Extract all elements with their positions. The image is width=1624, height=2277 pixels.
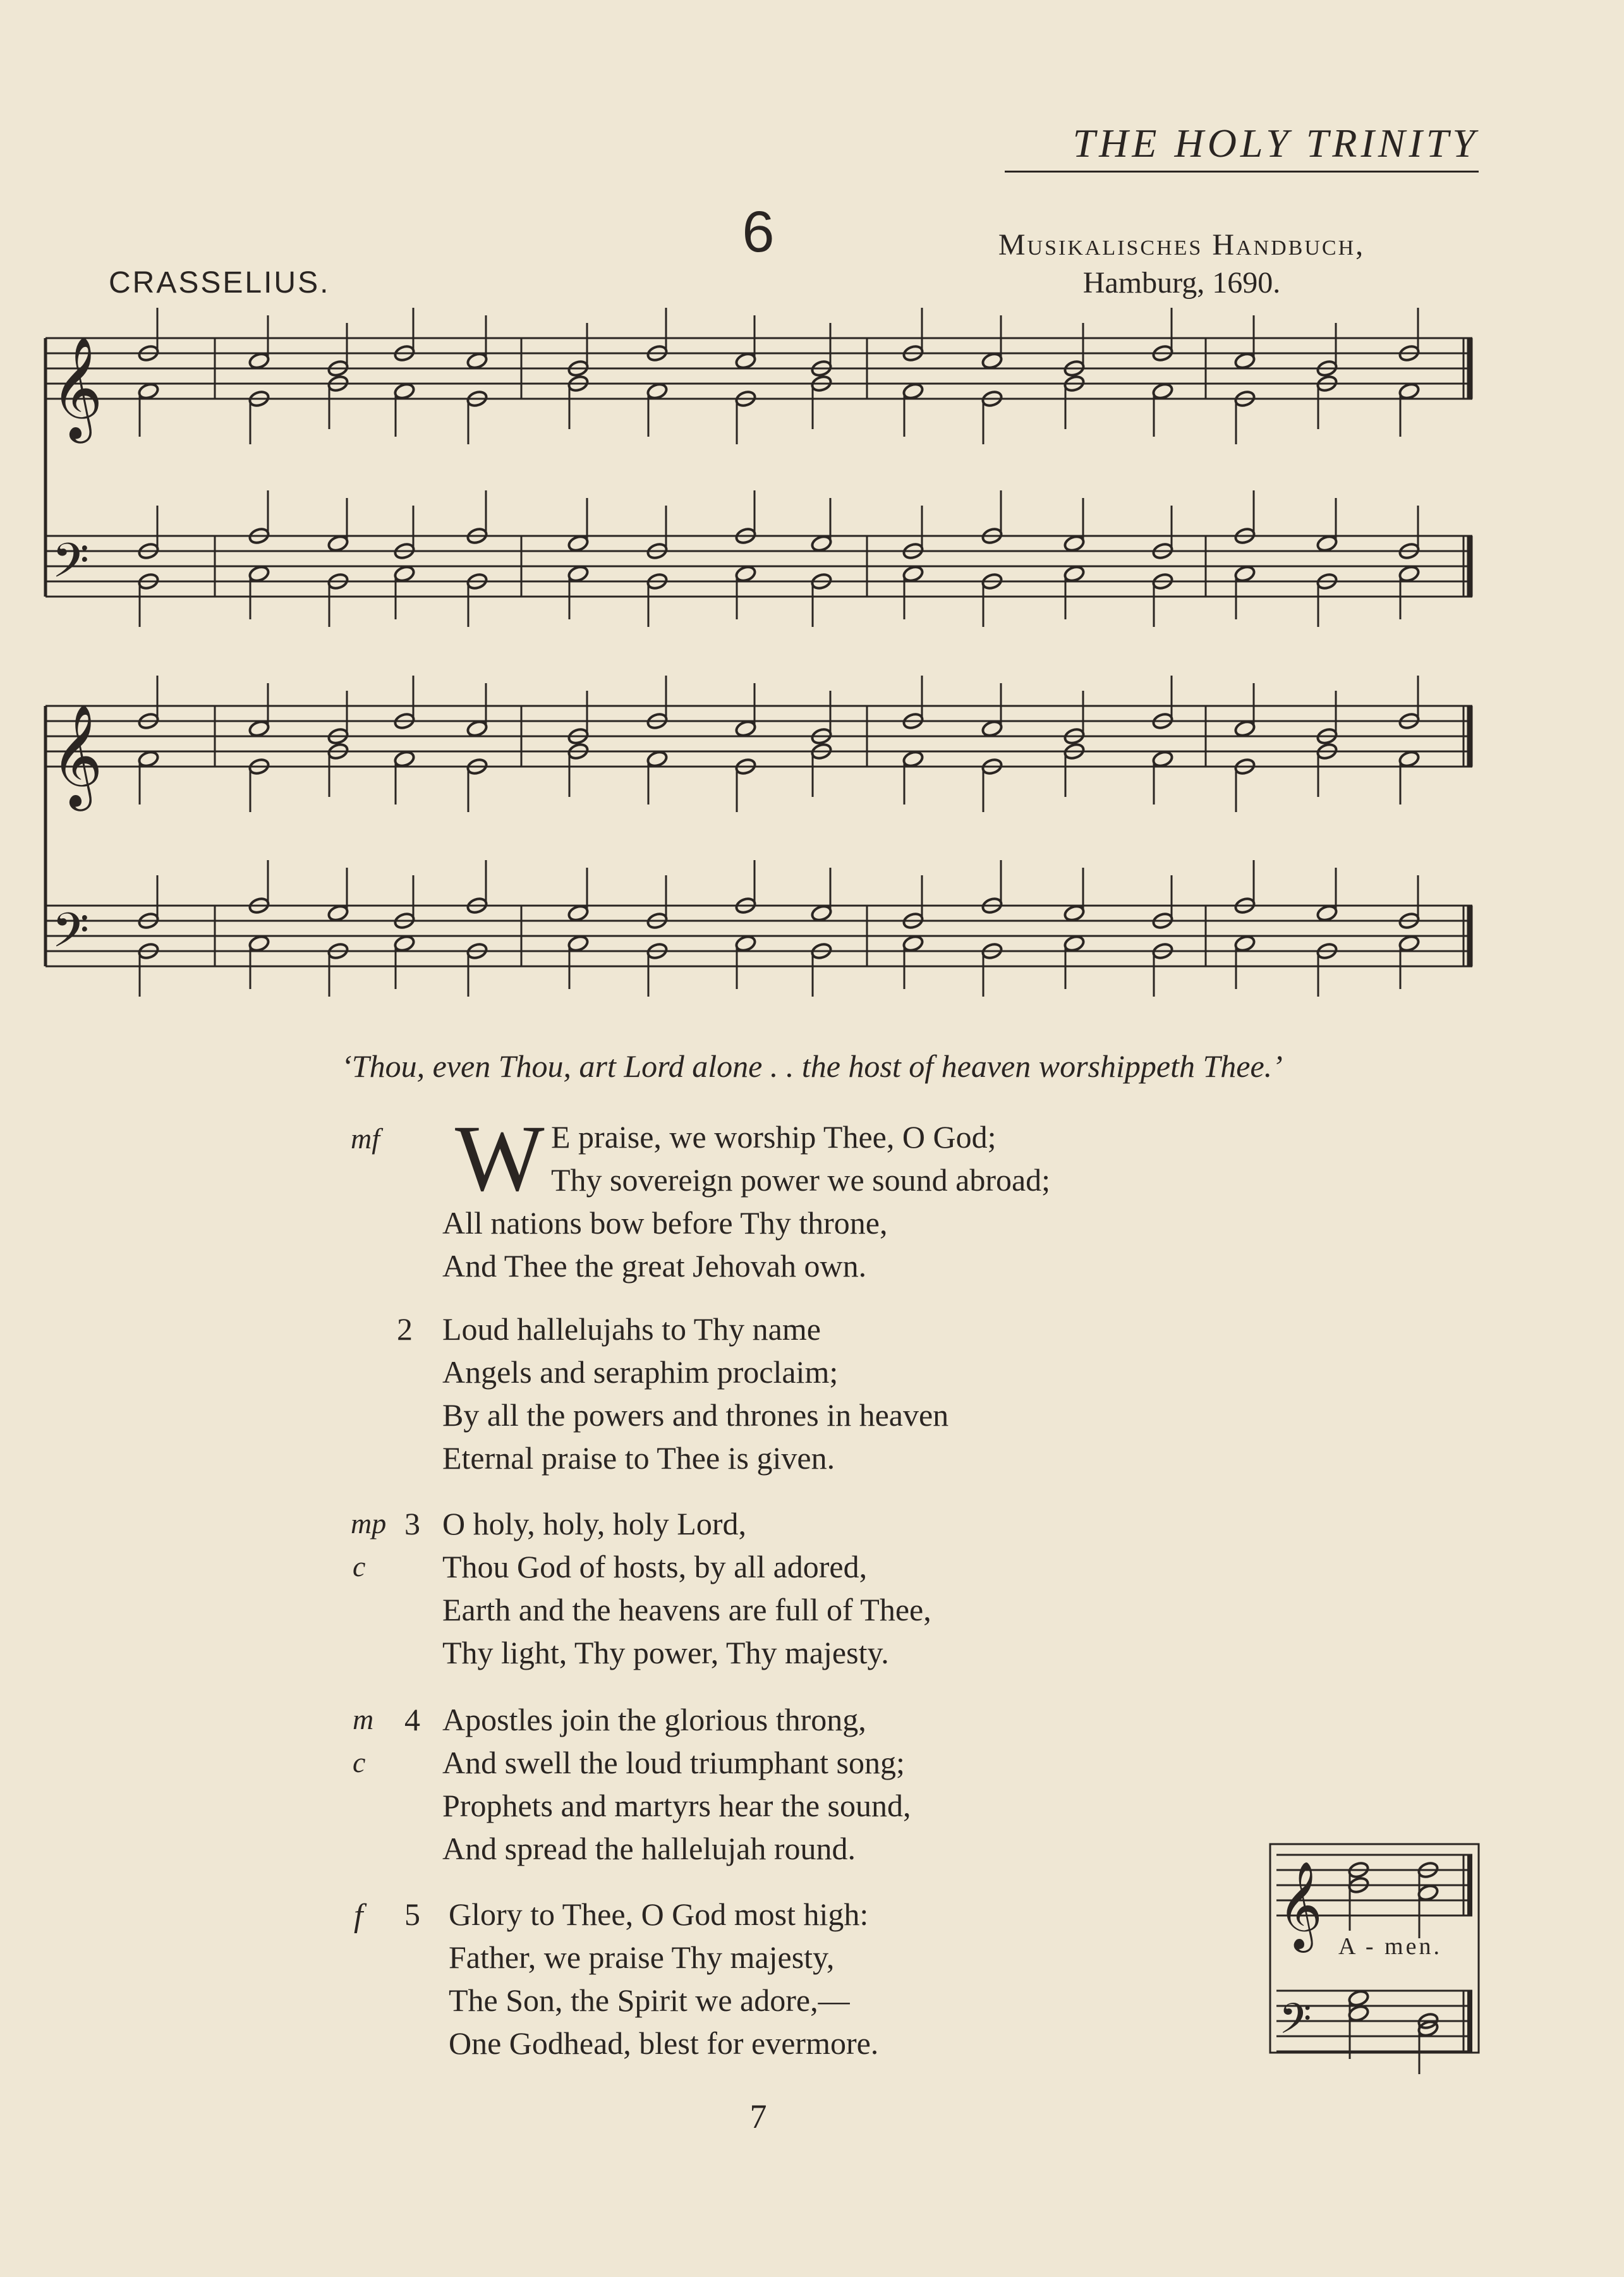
note-head: [734, 351, 756, 370]
note-head: [1233, 719, 1256, 738]
verse-line: All nations bow before Thy throne,: [442, 1205, 888, 1241]
verse-line: Angels and seraphim proclaim;: [442, 1354, 839, 1390]
verse-number: 3: [404, 1506, 420, 1541]
bass-clef: 𝄢: [52, 533, 90, 600]
verse-line: One Godhead, blest for evermore.: [449, 2025, 879, 2061]
note-head: [902, 382, 924, 400]
note-head: [1063, 564, 1085, 583]
dynamic-mark: mp: [351, 1507, 387, 1539]
tune-name: CRASSELIUS.: [109, 266, 330, 300]
drop-cap: W: [455, 1106, 545, 1211]
verse-line: Thy sovereign power we sound abroad;: [551, 1162, 1051, 1198]
epigraph: ‘Thou, even Thou, art Lord alone . . the host of heaven worshippeth Thee.’: [341, 1048, 1283, 1084]
note-head: [248, 351, 270, 370]
note-head: [1063, 534, 1085, 552]
page-number: 7: [749, 2098, 767, 2135]
note-head: [1347, 1989, 1369, 2007]
verse-number: 4: [404, 1702, 420, 1737]
note-head: [137, 382, 159, 400]
verse-line: Eternal praise to Thee is given.: [442, 1440, 835, 1476]
line-mark: c: [353, 1550, 366, 1582]
source-line-2: Hamburg, 1690.: [1082, 266, 1281, 300]
note-head: [567, 934, 589, 952]
verse-line: Thou God of hosts, by all adored,: [442, 1549, 868, 1584]
source-line-1: Musikalisches Handbuch,: [998, 228, 1366, 262]
note-head: [1398, 382, 1420, 400]
note-head: [393, 382, 415, 400]
dynamic-mark: m: [353, 1703, 374, 1735]
note-head: [248, 934, 270, 952]
note-head: [248, 719, 270, 738]
verse-line: Glory to Thee, O God most high:: [449, 1897, 869, 1932]
note-head: [1233, 934, 1256, 952]
dynamic-mark: mf: [351, 1122, 380, 1155]
bass-clef: 𝄢: [1279, 1995, 1312, 2053]
note-head: [1347, 2004, 1369, 2022]
treble-clef: 𝄞: [1278, 1861, 1323, 1949]
verse-line: The Son, the Spirit we adore,—: [449, 1983, 850, 2018]
line-mark: c: [353, 1746, 366, 1778]
note-head: [1398, 750, 1420, 768]
amen-syllables: A - men.: [1338, 1933, 1442, 1960]
verse-line: Father, we praise Thy majesty,: [449, 1940, 835, 1975]
treble-clef: 𝄞: [51, 336, 103, 439]
note-head: [393, 934, 415, 952]
verse-line: Thy light, Thy power, Thy majesty.: [442, 1635, 889, 1670]
note-head: [1398, 564, 1420, 583]
note-head: [1063, 934, 1085, 952]
note-head: [902, 564, 924, 583]
note-head: [567, 904, 589, 922]
note-head: [393, 564, 415, 583]
note-head: [1417, 1883, 1439, 1902]
note-head: [1151, 382, 1173, 400]
note-head: [248, 564, 270, 583]
note-head: [734, 564, 756, 583]
note-head: [810, 534, 832, 552]
note-head: [1316, 904, 1338, 922]
note-head: [327, 534, 349, 552]
verse-line: Earth and the heavens are full of Thee,: [442, 1592, 931, 1627]
verse-line: And swell the loud triumphant song;: [442, 1745, 905, 1780]
verse-line: O holy, holy, holy Lord,: [442, 1506, 746, 1541]
verse-line: Prophets and martyrs hear the sound,: [442, 1788, 911, 1823]
verse-number: 2: [397, 1311, 413, 1347]
verse-line: Apostles join the glorious throng,: [442, 1702, 866, 1737]
bass-clef: 𝄢: [52, 902, 90, 970]
hymn-number: 6: [742, 200, 775, 264]
note-head: [1151, 750, 1173, 768]
note-head: [646, 750, 668, 768]
dynamic-mark: f: [354, 1898, 363, 1934]
verse-line: And spread the hallelujah round.: [442, 1831, 856, 1866]
note-head: [1063, 904, 1085, 922]
note-head: [466, 719, 488, 738]
note-head: [393, 750, 415, 768]
note-head: [734, 719, 756, 738]
note-head: [981, 719, 1003, 738]
verse-line: And Thee the great Jehovah own.: [442, 1248, 867, 1284]
section-title: THE HOLY TRINITY: [1072, 121, 1479, 166]
note-head: [327, 904, 349, 922]
note-head: [567, 564, 589, 583]
note-head: [1233, 564, 1256, 583]
note-head: [646, 382, 668, 400]
note-head: [1316, 534, 1338, 552]
note-head: [137, 750, 159, 768]
treble-clef: 𝄞: [51, 704, 103, 807]
verse-number: 5: [404, 1897, 420, 1932]
verse-line: By all the powers and thrones in heaven: [442, 1397, 949, 1433]
note-head: [902, 750, 924, 768]
note-head: [981, 351, 1003, 370]
note-head: [567, 534, 589, 552]
note-head: [1398, 934, 1420, 952]
note-head: [1233, 351, 1256, 370]
note-head: [466, 351, 488, 370]
note-head: [734, 934, 756, 952]
verse-line: Loud hallelujahs to Thy name: [442, 1311, 821, 1347]
note-head: [810, 904, 832, 922]
note-head: [902, 934, 924, 952]
verse-line: E praise, we worship Thee, O God;: [551, 1119, 997, 1155]
